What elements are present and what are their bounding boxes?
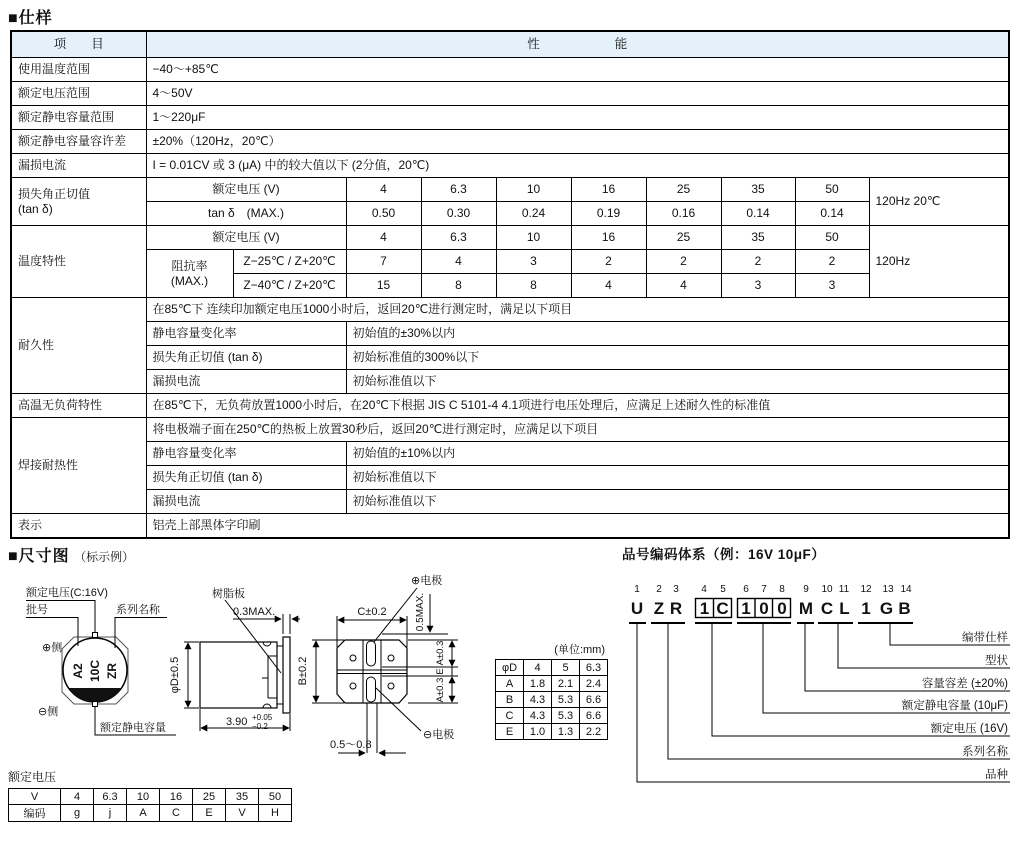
- length-tol-plus: +0.05: [252, 713, 273, 722]
- spec-row-endurance-leak: [11, 370, 1009, 394]
- endurance-item-value: 初始值的±30%以内: [346, 322, 1009, 346]
- resin-thickness-label: 0.3MAX.: [233, 606, 276, 618]
- shelf-value: 在85℃下，无负荷放置1000小时后，在20℃下根据 JIS C 5101-4 4.1项进行电压处理后，应满足上述耐久性的标准值: [146, 394, 1009, 418]
- v-c: C: [160, 805, 193, 822]
- unit-c: 6.6: [580, 708, 608, 724]
- endurance-intro: 在85℃下 连续印加额定电压1000小时后，返回20℃进行测定时，满足以下项目: [146, 298, 1009, 322]
- unit-c: 4.3: [524, 692, 552, 708]
- tand-label-line2: (tan δ): [18, 201, 53, 216]
- spec-label-temp: 温度特性: [11, 226, 146, 298]
- resin-plate: [283, 637, 290, 713]
- tand-condition: 120Hz 20℃: [869, 178, 1009, 226]
- code-row: [9, 805, 292, 822]
- pn-digit: 14: [900, 584, 912, 595]
- plate-hole: [350, 655, 356, 661]
- tand-voltage: 35: [721, 178, 795, 202]
- series-label: 系列名称: [116, 604, 160, 616]
- unit-h: 5: [552, 660, 580, 676]
- pn-char: U: [630, 599, 644, 618]
- unit-h: 6.3: [580, 660, 608, 676]
- c-dim-label: C±0.2: [357, 606, 387, 618]
- negative-electrode-slot: [367, 677, 376, 702]
- spec-row-tolerance: [11, 130, 1009, 154]
- endurance-item-name: 静电容量变化率: [146, 322, 346, 346]
- v-c: g: [61, 805, 94, 822]
- z25-value: 2: [646, 250, 721, 274]
- v-c: V: [9, 789, 61, 805]
- z25-header: Z−25℃ / Z+20℃: [233, 250, 346, 274]
- spec-row-shelf: [11, 394, 1009, 418]
- temp-voltage: 16: [571, 226, 646, 250]
- negative-electrode-label: ⊖电极: [423, 729, 455, 741]
- spec-label-solder: 焊接耐热性: [11, 418, 146, 514]
- rated-voltage-label: 额定电压(C:16V): [26, 587, 108, 599]
- unit-c: 2.4: [580, 676, 608, 692]
- marking-value: 铝壳上部黑体字印刷: [146, 514, 1009, 539]
- dim-section-subtitle: （标示例）: [74, 550, 135, 564]
- pn-char: G: [879, 599, 894, 618]
- pn-label-series: 系列名称: [962, 746, 1008, 758]
- tand-value: 0.14: [795, 202, 869, 226]
- pn-digit: 3: [673, 584, 679, 595]
- tand-voltage: 4: [346, 178, 421, 202]
- pn-label-shape: 型状: [985, 655, 1008, 667]
- pn-digit: 2: [656, 584, 662, 595]
- spec-row-solder-tand: [11, 466, 1009, 490]
- length-label: 3.90: [226, 716, 248, 728]
- a1-dim-label: A±0.3: [435, 640, 446, 666]
- impedance-label-line1: 阻抗率: [171, 259, 208, 274]
- dim-section-title: ■尺寸图: [8, 548, 70, 565]
- pn-digit: 10: [821, 584, 833, 595]
- v-c: 4: [61, 789, 94, 805]
- z40-value: 8: [496, 274, 571, 298]
- tand-voltage: 50: [795, 178, 869, 202]
- v-c: E: [193, 805, 226, 822]
- side-view: [169, 586, 300, 731]
- spec-row-endurance-intro: [11, 298, 1009, 322]
- plate-hole: [388, 655, 394, 661]
- z25-value: 3: [496, 250, 571, 274]
- v-c: H: [259, 805, 292, 822]
- spec-table: [10, 30, 1010, 539]
- pn-char: 0: [777, 599, 787, 618]
- spec-section-title: ■仕样: [8, 10, 53, 27]
- negative-side-label: ⊖侧: [38, 706, 59, 718]
- can-body: [200, 642, 277, 708]
- spec-label: 漏损电流: [11, 154, 146, 178]
- tand-label-line1: 损失角正切值: [18, 187, 91, 202]
- temp-condition: 120Hz: [869, 226, 1009, 298]
- marking-voltage-code: 10C: [88, 659, 102, 683]
- resin-plate-label: 树脂板: [212, 588, 245, 600]
- endurance-item-value: 初始标准值的300%以下: [346, 346, 1009, 370]
- part-number-title: 品号编码体系（例：16V 10μF）: [622, 547, 826, 562]
- spec-value: −40～+85℃: [146, 58, 1009, 82]
- solder-item-value: 初始标准值以下: [346, 466, 1009, 490]
- unit-c: 4.3: [524, 708, 552, 724]
- solder-intro: 将电极端子面在250℃的热板上放置30秒后，返回20℃进行测定时，应满足以下项目: [146, 418, 1009, 442]
- spec-label: 额定静电容量容许差: [11, 130, 146, 154]
- z40-value: 4: [646, 274, 721, 298]
- pn-digit: 9: [803, 584, 809, 595]
- spec-label-endurance: 耐久性: [11, 298, 146, 394]
- spec-label: 额定电压范围: [11, 82, 146, 106]
- pn-digit: 13: [882, 584, 894, 595]
- spec-label: 额定静电容量范围: [11, 106, 146, 130]
- tand-value: 0.19: [571, 202, 646, 226]
- pn-digit: 1: [634, 584, 640, 595]
- spec-row-leakage: [11, 154, 1009, 178]
- tand-max-header: tan δ (MAX.): [146, 202, 346, 226]
- unit-table-header: [496, 660, 608, 676]
- spec-value: ±20%（120Hz，20℃）: [146, 130, 1009, 154]
- unit-c: 2.2: [580, 724, 608, 740]
- v-c: 35: [226, 789, 259, 805]
- endurance-item-name: 损失角正切值 (tan δ): [146, 346, 346, 370]
- dia-label: φD±0.5: [169, 656, 181, 694]
- tand-value: 0.50: [346, 202, 421, 226]
- unit-c: 5.3: [552, 708, 580, 724]
- unit-h: 4: [524, 660, 552, 676]
- spec-row-z25: [11, 250, 1009, 274]
- voltage-code-table-wrap: [8, 768, 292, 822]
- tand-voltage-header: 额定电压 (V): [146, 178, 346, 202]
- impedance-label: [146, 250, 233, 298]
- pn-label-type: 品种: [985, 769, 1008, 781]
- cathode-tab: [93, 702, 98, 707]
- pn-char: 1: [699, 599, 710, 618]
- bottom-view: [297, 573, 458, 753]
- tand-value: 0.14: [721, 202, 795, 226]
- pn-digits: [634, 584, 912, 595]
- voltage-row: [9, 789, 292, 805]
- spec-value: 4～50V: [146, 82, 1009, 106]
- pn-labels: [902, 630, 1009, 781]
- resin-ext-lines: [283, 614, 290, 634]
- unit-table-row: [496, 708, 608, 724]
- lead-width-label: 0.5～0.8: [330, 739, 372, 751]
- dia-ext-lines: [184, 642, 199, 708]
- tand-value: 0.16: [646, 202, 721, 226]
- spec-header-performance: 性 能: [146, 31, 1009, 58]
- voltage-code-table: [8, 788, 292, 822]
- anode-tab: [93, 633, 98, 638]
- v-c: 50: [259, 789, 292, 805]
- spec-label: 使用温度范围: [11, 58, 146, 82]
- z40-value: 3: [795, 274, 869, 298]
- tand-voltage: 10: [496, 178, 571, 202]
- spec-label-tand: [11, 178, 146, 226]
- unit-c: C: [496, 708, 524, 724]
- v-c: 10: [127, 789, 160, 805]
- spec-label-marking: 表示: [11, 514, 146, 539]
- unit-table-wrap: [495, 641, 609, 740]
- impedance-label-line2: (MAX.): [170, 273, 209, 288]
- positive-electrode-label: ⊕电极: [411, 575, 443, 587]
- spec-row-endurance-tand: [11, 346, 1009, 370]
- v-c: 编码: [9, 805, 61, 822]
- unit-c: 2.1: [552, 676, 580, 692]
- unit-c: 6.6: [580, 692, 608, 708]
- voltage-code-title: 额定电压: [8, 770, 57, 784]
- unit-table-row: [496, 692, 608, 708]
- spec-row-solder-leak: [11, 490, 1009, 514]
- spec-row-temp-range: [11, 58, 1009, 82]
- unit-c: 1.3: [552, 724, 580, 740]
- v-c: j: [94, 805, 127, 822]
- pn-digit: 7: [761, 584, 767, 595]
- unit-table-row: [496, 724, 608, 740]
- solder-item-name: 静电容量变化率: [146, 442, 346, 466]
- solder-item-value: 初始值的±10%以内: [346, 442, 1009, 466]
- z25-value: 2: [571, 250, 646, 274]
- spec-row-cap-range: [11, 106, 1009, 130]
- pn-label-capacitance: 额定静电容量 (10μF): [901, 700, 1008, 712]
- v-c: 6.3: [94, 789, 127, 805]
- marking-series: ZR: [105, 663, 119, 679]
- v-c: A: [127, 805, 160, 822]
- temp-voltage: 6.3: [421, 226, 496, 250]
- pn-char: Z: [653, 599, 665, 618]
- pn-label-voltage: 额定电压 (16V): [930, 723, 1008, 735]
- e-dim-label: E: [435, 668, 446, 675]
- spec-header-item: 项 目: [11, 31, 146, 58]
- spec-label-shelf: 高温无负荷特性: [11, 394, 146, 418]
- unit-c: B: [496, 692, 524, 708]
- solder-item-value: 初始标准值以下: [346, 490, 1009, 514]
- spec-value: I = 0.01CV 或 3 (μA) 中的较大值以下 (2分值，20℃): [146, 154, 1009, 178]
- temp-voltage: 35: [721, 226, 795, 250]
- v-c: 25: [193, 789, 226, 805]
- pn-label-tolerance: 容量容差 (±20%): [921, 678, 1008, 690]
- spec-row-marking: [11, 514, 1009, 539]
- pn-char: C: [716, 599, 729, 618]
- tand-voltage: 25: [646, 178, 721, 202]
- pn-char: 0: [759, 599, 769, 618]
- top-view: [26, 585, 176, 735]
- pn-char: 1: [741, 599, 751, 618]
- z40-value: 15: [346, 274, 421, 298]
- pn-char: B: [898, 599, 911, 618]
- temp-voltage-header: 额定电压 (V): [146, 226, 346, 250]
- temp-voltage: 10: [496, 226, 571, 250]
- pn-char: C: [820, 599, 834, 618]
- pn-digit: 4: [701, 584, 707, 595]
- unit-c: 1.0: [524, 724, 552, 740]
- pn-char: L: [839, 599, 850, 618]
- unit-c: 1.8: [524, 676, 552, 692]
- pn-char: 1: [861, 599, 871, 618]
- temp-voltage: 50: [795, 226, 869, 250]
- pn-label-taping: 编带仕样: [962, 632, 1008, 644]
- length-tol-minus: −0.2: [252, 722, 268, 731]
- capacitance-label: 额定静电容量: [100, 722, 166, 734]
- plate-hole: [350, 683, 356, 689]
- b-dim-label: B±0.2: [297, 656, 309, 686]
- unit-c: 5.3: [552, 692, 580, 708]
- z25-value: 2: [795, 250, 869, 274]
- temp-voltage: 25: [646, 226, 721, 250]
- spec-value: 1～220μF: [146, 106, 1009, 130]
- unit-h: φD: [496, 660, 524, 676]
- plate-hole: [388, 683, 394, 689]
- unit-c: E: [496, 724, 524, 740]
- pn-digit: 11: [838, 584, 850, 595]
- unit-table-row: [496, 676, 608, 692]
- solder-item-name: 漏损电流: [146, 490, 346, 514]
- unit-table: [495, 659, 608, 740]
- unit-note: (单位:mm): [554, 644, 605, 656]
- marking-lot: A2: [71, 663, 85, 679]
- z40-header: Z−40℃ / Z+20℃: [233, 274, 346, 298]
- positive-electrode-slot: [367, 641, 376, 666]
- polarity-mark: [69, 688, 122, 702]
- tand-voltage: 6.3: [421, 178, 496, 202]
- z25-value: 4: [421, 250, 496, 274]
- endurance-item-value: 初始标准值以下: [346, 370, 1009, 394]
- endurance-item-name: 漏损电流: [146, 370, 346, 394]
- a2-dim-label: A±0.3: [435, 677, 446, 703]
- spec-row-solder-intro: [11, 418, 1009, 442]
- lot-label: 批号: [26, 604, 48, 616]
- z40-value: 8: [421, 274, 496, 298]
- pn-digit: 5: [720, 584, 726, 595]
- v-c: V: [226, 805, 259, 822]
- spec-row-endurance-cap: [11, 322, 1009, 346]
- temp-voltage: 4: [346, 226, 421, 250]
- tand-voltage: 16: [571, 178, 646, 202]
- z40-value: 3: [721, 274, 795, 298]
- pn-char: R: [669, 599, 683, 618]
- solder-item-name: 损失角正切值 (tan δ): [146, 466, 346, 490]
- v-c: 16: [160, 789, 193, 805]
- tand-value: 0.24: [496, 202, 571, 226]
- spec-row-solder-cap: [11, 442, 1009, 466]
- spec-row-tand-values: [11, 202, 1009, 226]
- z25-value: 2: [721, 250, 795, 274]
- tab-height-label: 0.5MAX.: [415, 592, 426, 632]
- unit-c: A: [496, 676, 524, 692]
- spec-row-tand-voltages: [11, 178, 1009, 202]
- spec-table-wrap: [10, 30, 1010, 539]
- spec-row-temp-voltages: [11, 226, 1009, 250]
- z25-value: 7: [346, 250, 421, 274]
- part-number-diagram: [618, 575, 1016, 790]
- pn-digit: 6: [743, 584, 749, 595]
- pn-char: M: [798, 599, 814, 618]
- pn-digit: 8: [779, 584, 785, 595]
- pn-chars: [631, 599, 911, 618]
- positive-side-label: ⊕侧: [42, 642, 63, 654]
- pn-digit: 12: [860, 584, 872, 595]
- spec-row-voltage-range: [11, 82, 1009, 106]
- z40-value: 4: [571, 274, 646, 298]
- tand-value: 0.30: [421, 202, 496, 226]
